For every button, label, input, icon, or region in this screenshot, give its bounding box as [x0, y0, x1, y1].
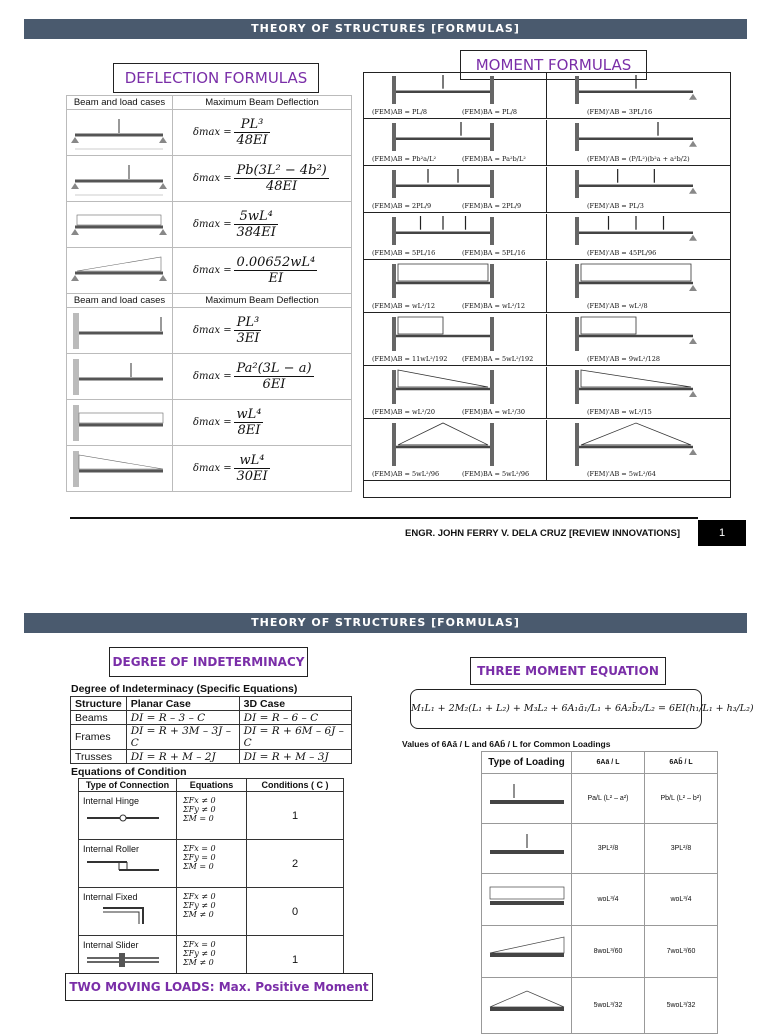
fem-ba: (FEM)BA = 5wL²/96 [462, 470, 530, 478]
fem-ba: (FEM)BA = wL²/30 [462, 408, 525, 416]
beam-diagram [547, 214, 727, 248]
delta-label: δmax = [193, 463, 232, 475]
delta-label: δmax = [193, 371, 232, 383]
formula-den: 6EI [262, 377, 286, 392]
eq-header: Equations [177, 779, 247, 792]
table-row [79, 792, 344, 840]
loading-value-a: woL³/4 [572, 874, 645, 926]
equation: ΣM ≠ 0 [183, 910, 214, 919]
cantilever-diagram [67, 308, 173, 354]
formula-num: 0.00652wL⁴ [236, 255, 316, 270]
3d-cell: DI = R + M – 3J [239, 750, 351, 764]
col-beam-header: Beam and load cases [67, 96, 173, 110]
slider-icon [83, 950, 163, 970]
formula-num: PL³ [234, 315, 261, 331]
moment-row [364, 261, 730, 313]
formula-den: 48EI [236, 133, 268, 148]
moment-formulas-grid [363, 72, 731, 498]
condition-count: 1 [247, 936, 344, 984]
deflection-row [67, 156, 352, 202]
loading-diagram [482, 774, 572, 824]
table-row [71, 750, 352, 764]
deflection-row [67, 400, 352, 446]
deflection-row [67, 110, 352, 156]
fixed-pinned-case [547, 367, 730, 418]
equation: ΣM = 0 [183, 814, 214, 823]
fem-ab: (FEM)AB = wL²/12 [372, 302, 435, 310]
connection-type: Internal Slider [83, 940, 139, 950]
eq-header: Type of Connection [79, 779, 177, 792]
fem-ab-pinned: (FEM)'AB = 45PL/96 [587, 249, 657, 257]
fem-ab: (FEM)AB = 11wL²/192 [372, 355, 448, 363]
fixed-fixed-case [364, 367, 547, 418]
table-row [482, 824, 718, 874]
condition-count: 1 [247, 792, 344, 840]
beam-diagram [547, 367, 727, 407]
fem-ba: (FEM)BA = 5wL²/192 [462, 355, 534, 363]
loading-value-a: 8woL³/60 [572, 926, 645, 978]
equation: ΣFx = 0 [183, 940, 216, 949]
formula-num: Pb(3L² − 4b²) [236, 163, 327, 178]
fem-ab-pinned: (FEM)'AB = 5wL²/64 [587, 470, 656, 478]
beam-diagram [364, 420, 544, 469]
formula-den: EI [268, 271, 284, 286]
fixed-pinned-case [547, 120, 730, 165]
fem-ab: (FEM)AB = 2PL/9 [372, 202, 432, 210]
delta-label: δmax = [193, 325, 232, 337]
loading-diagram [482, 978, 572, 1034]
beam-diagram [547, 314, 727, 354]
equation: ΣFy ≠ 0 [183, 805, 216, 814]
fem-ba: (FEM)BA = Pa²b/L² [462, 155, 526, 163]
fixed-pinned-case [547, 420, 730, 480]
fixed-fixed-case [364, 420, 547, 480]
fixed-pinned-case [547, 314, 730, 365]
formula-num: PL³ [234, 117, 269, 133]
page1-banner: THEORY OF STRUCTURES [FORMULAS] [24, 19, 747, 39]
fixed-fixed-case [364, 214, 547, 259]
loading-value-b: woL³/4 [645, 874, 718, 926]
moving-loads-title: TWO MOVING LOADS: Max. Positive Moment [65, 973, 373, 1001]
table-row [482, 874, 718, 926]
fem-ab: (FEM)AB = 5wL²/96 [372, 470, 440, 478]
conditions-table [78, 778, 344, 984]
col-deflection-header: Maximum Beam Deflection [173, 96, 352, 110]
three-moment-equation: M₁L₁ + 2M₂(L₁ + L₂) + M₃L₂ + 6A₁ā₁/L₁ + 6A₂b̄₂/L₂ = 6EI(h₁/L₁ + h₃/L₂) [410, 689, 702, 729]
beam-diagram [364, 367, 544, 407]
table-row [482, 926, 718, 978]
deflection-row [67, 248, 352, 294]
equation: ΣFy ≠ 0 [183, 901, 216, 910]
moment-row [364, 73, 730, 119]
moment-row [364, 214, 730, 260]
loading-value-a: Pa/L (L² – a²) [572, 774, 645, 824]
fem-ab: (FEM)AB = 5PL/16 [372, 249, 436, 257]
cantilever-diagram [67, 400, 173, 446]
fem-ab-pinned: (FEM)'AB = 3PL/16 [587, 108, 653, 116]
three-moment-title: THREE MOMENT EQUATION [470, 657, 666, 685]
equation: ΣFx ≠ 0 [183, 892, 216, 901]
cantilever-diagram [67, 446, 173, 492]
fem-ba: (FEM)BA = 2PL/9 [462, 202, 522, 210]
fixed-pinned-case [547, 214, 730, 259]
page-number: 1 [698, 520, 746, 546]
loading-value-b: Pb/L (L² – b²) [645, 774, 718, 824]
beam-diagram [364, 167, 544, 201]
loading-value-b: 3PL²/8 [645, 824, 718, 874]
loading-header: Type of Loading [482, 752, 572, 774]
condition-count: 0 [247, 888, 344, 936]
di-header: Planar Case [126, 697, 239, 711]
beam-diagram [67, 248, 173, 294]
beam-diagram [364, 73, 544, 107]
table-row [482, 978, 718, 1034]
formula-den: 3EI [236, 331, 260, 346]
beam-diagram [67, 110, 173, 156]
moment-row [364, 420, 730, 481]
fixed-fixed-case [364, 120, 547, 165]
moment-row [364, 167, 730, 213]
loading-diagram [482, 874, 572, 926]
indeterminacy-table [70, 696, 352, 764]
fem-ba: (FEM)BA = wL²/12 [462, 302, 525, 310]
formula-den: 30EI [236, 469, 268, 484]
footer-rule [70, 517, 698, 519]
fem-ab-pinned: (FEM)'AB = PL/3 [587, 202, 644, 210]
table-row [79, 840, 344, 888]
connection-type: Internal Roller [83, 844, 140, 854]
deflection-row [67, 446, 352, 492]
moment-row [364, 314, 730, 366]
3d-cell: DI = R – 6 – C [239, 711, 351, 725]
di-header: 3D Case [239, 697, 351, 711]
delta-label: δmax = [193, 417, 232, 429]
structure-cell: Frames [71, 725, 127, 750]
formula-den: 48EI [266, 179, 298, 194]
values-heading: Values of 6Aā / L and 6Ab̄ / L for Common Loadings [402, 739, 611, 749]
formula-den: 8EI [237, 423, 261, 438]
beam-diagram [364, 214, 544, 248]
loading-value-b: 7woL³/60 [645, 926, 718, 978]
equation: ΣFx ≠ 0 [183, 796, 216, 805]
beam-diagram [547, 420, 727, 469]
fixed-fixed-case [364, 261, 547, 312]
beam-diagram [67, 156, 173, 202]
fem-ab: (FEM)AB = PL/8 [372, 108, 428, 116]
roller-icon [83, 854, 163, 876]
moment-row [364, 120, 730, 166]
fixed-fixed-case [364, 314, 547, 365]
equation: ΣFy = 0 [183, 853, 216, 862]
beam-diagram [547, 167, 727, 201]
beam-diagram [547, 120, 727, 154]
di-heading: Degree of Indeterminacy (Specific Equations) [71, 683, 298, 695]
moment-row [364, 367, 730, 419]
fem-ba: (FEM)BA = 5PL/16 [462, 249, 526, 257]
beam-diagram [364, 261, 544, 301]
loading-header: 6Ab̄ / L [645, 752, 718, 774]
formula-num: wL⁴ [234, 453, 269, 469]
fem-ab-pinned: (FEM)'AB = wL²/15 [587, 408, 652, 416]
col-beam-header: Beam and load cases [67, 294, 173, 308]
indeterminacy-title: DEGREE OF INDETERMINACY [109, 647, 308, 677]
connection-type: Internal Hinge [83, 796, 140, 806]
formula-num: wL⁴ [236, 407, 262, 422]
fixed-fixed-case [364, 167, 547, 212]
equation: ΣFy ≠ 0 [183, 949, 216, 958]
3d-cell: DI = R + 6M – 6J – C [239, 725, 351, 750]
loading-table [481, 751, 718, 1034]
equation: ΣFx = 0 [183, 844, 216, 853]
fem-ab-pinned: (FEM)'AB = (P/L²)(b²a + a²b/2) [587, 155, 690, 163]
beam-diagram [364, 314, 544, 354]
deflection-row [67, 354, 352, 400]
fixed-fixed-case [364, 73, 547, 118]
equation: ΣM = 0 [183, 862, 214, 871]
hinge-icon [83, 806, 163, 826]
delta-label: δmax = [193, 219, 232, 231]
fixed-pinned-case [547, 167, 730, 212]
moment-title: MOMENT FORMULAS [460, 50, 647, 80]
loading-diagram [482, 926, 572, 978]
formula-num: 5wL⁴ [234, 209, 277, 225]
planar-cell: DI = R + 3M – 3J – C [126, 725, 239, 750]
delta-label: δmax = [193, 173, 232, 185]
eq-heading: Equations of Condition [71, 766, 187, 778]
beam-diagram [547, 73, 727, 107]
loading-value-b: 5woL³/32 [645, 978, 718, 1034]
beam-diagram [547, 261, 727, 301]
fixed-icon [83, 902, 163, 926]
loading-header: 6Aā / L [572, 752, 645, 774]
deflection-table [66, 95, 352, 492]
condition-count: 2 [247, 840, 344, 888]
table-row [71, 711, 352, 725]
deflection-row [67, 308, 352, 354]
fem-ab-pinned: (FEM)'AB = wL²/8 [587, 302, 648, 310]
loading-diagram [482, 824, 572, 874]
fem-ab-pinned: (FEM)'AB = 9wL²/128 [587, 355, 661, 363]
fixed-pinned-case [547, 261, 730, 312]
delta-label: δmax = [193, 265, 232, 277]
deflection-row [67, 202, 352, 248]
table-row [482, 774, 718, 824]
beam-diagram [364, 120, 544, 154]
delta-label: δmax = [193, 127, 232, 139]
planar-cell: DI = R + M – 2J [126, 750, 239, 764]
eq-header: Conditions ( C ) [247, 779, 344, 792]
fixed-pinned-case [547, 73, 730, 118]
table-row [79, 888, 344, 936]
col-deflection-header: Maximum Beam Deflection [173, 294, 352, 308]
fem-ba: (FEM)BA = PL/8 [462, 108, 518, 116]
loading-value-a: 3PL²/8 [572, 824, 645, 874]
beam-diagram [67, 202, 173, 248]
planar-cell: DI = R – 3 – C [126, 711, 239, 725]
footer-author: ENGR. JOHN FERRY V. DELA CRUZ [REVIEW INNOVATIONS] [405, 528, 680, 539]
structure-cell: Beams [71, 711, 127, 725]
equation: ΣM ≠ 0 [183, 958, 214, 967]
loading-value-a: 5woL³/32 [572, 978, 645, 1034]
deflection-title: DEFLECTION FORMULAS [113, 63, 319, 93]
formula-num: Pa²(3L − a) [236, 361, 312, 376]
cantilever-diagram [67, 354, 173, 400]
fem-ab: (FEM)AB = Pb²a/L² [372, 155, 437, 163]
di-header: Structure [71, 697, 127, 711]
fem-ab: (FEM)AB = wL²/20 [372, 408, 435, 416]
formula-den: 384EI [236, 225, 276, 240]
connection-type: Internal Fixed [83, 892, 138, 902]
structure-cell: Trusses [71, 750, 127, 764]
page2-banner: THEORY OF STRUCTURES [FORMULAS] [24, 613, 747, 633]
table-row [71, 725, 352, 750]
